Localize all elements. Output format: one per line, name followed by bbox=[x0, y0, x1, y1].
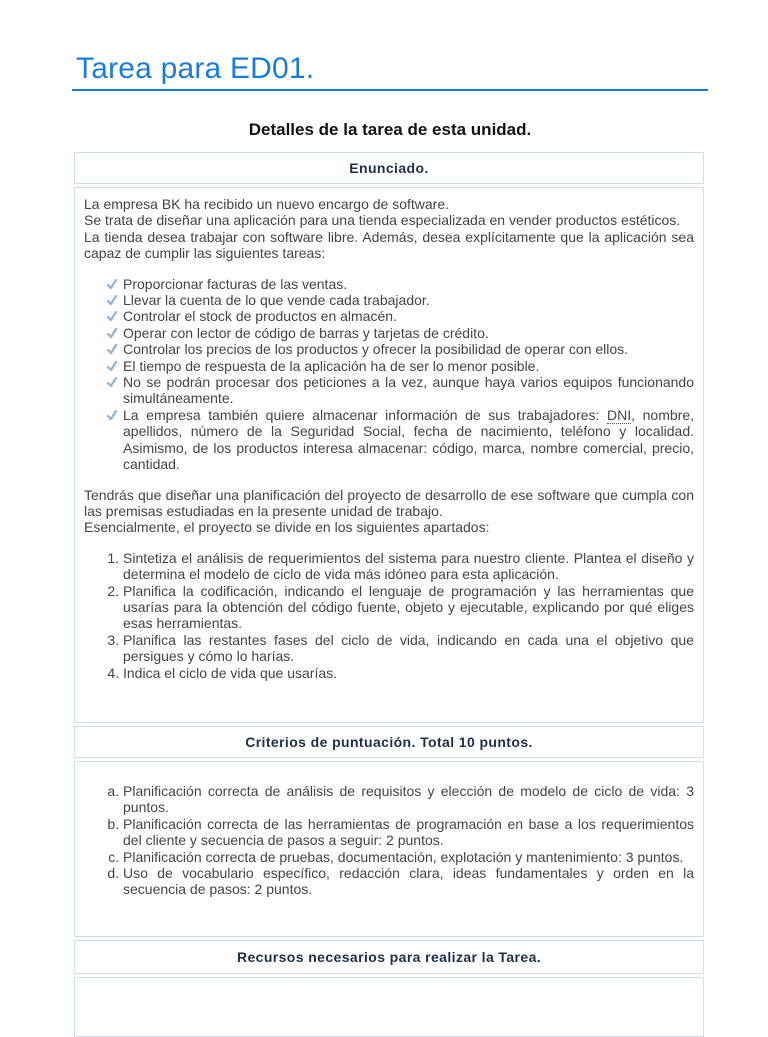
enunciado-body-box bbox=[74, 187, 704, 723]
list-item: 1. Sintetiza el análisis de requerimientos del sistema para nuestro cliente. Plantea el diseño y determina el modelo de ciclo de vida más idóneo para esta aplicación. bbox=[123, 550, 694, 583]
check-icon bbox=[107, 294, 117, 306]
task-text-after: , nombre, apellidos, número de la Seguridad Social, fecha de nacimiento, teléfono y localidad. Asimismo, de los productos interesa almacenar: código, marca, nombre comercial, precio, cantidad. bbox=[123, 406, 695, 473]
outro-paragraph: Esencialmente, el proyecto se divide en los siguientes apartados: bbox=[84, 519, 490, 536]
enunciado-header: Enunciado. bbox=[349, 160, 429, 176]
page-subtitle: Detalles de la tarea de esta unidad. bbox=[248, 120, 532, 139]
criterios-header: Criterios de puntuación. Total 10 puntos. bbox=[245, 734, 533, 750]
task-text: No se podrán procesar dos peticiones a la vez, aunque haya varios equipos funcionando simultáneamente. bbox=[123, 374, 694, 407]
intro-paragraph: La empresa BK ha recibido un nuevo encargo de software. bbox=[84, 196, 450, 212]
recursos-header-box bbox=[74, 940, 704, 974]
check-icon bbox=[107, 343, 117, 355]
check-icon bbox=[107, 376, 117, 388]
list-item: 3. Planifica las restantes fases del ciclo de vida, indicando en cada una el objetivo que persigues y cómo lo harías. bbox=[123, 632, 694, 665]
list-item bbox=[107, 407, 694, 473]
outro-paragraph: Tendrás que diseñar una planificación del proyecto de desarrollo de ese software que cumpla con las premisas estudiadas en la presente unidad de trabajo. bbox=[84, 486, 694, 519]
task-list bbox=[84, 276, 694, 473]
title-divider bbox=[72, 89, 708, 91]
task-text: Proporcionar facturas de las ventas. bbox=[123, 275, 348, 292]
list-item bbox=[107, 276, 694, 292]
enunciado-body bbox=[75, 188, 703, 681]
list-item bbox=[107, 308, 694, 324]
list-item: c. Planificación correcta de pruebas, documentación, explotación y mantenimiento: 3 puntos. bbox=[123, 849, 694, 865]
list-item bbox=[107, 358, 694, 374]
check-icon bbox=[107, 360, 117, 372]
task-text: El tiempo de respuesta de la aplicación ha de ser lo menor posible. bbox=[123, 357, 540, 374]
recursos-body-box bbox=[74, 977, 704, 1037]
task-text: Controlar los precios de los productos y ofrecer la posibilidad de operar con ellos. bbox=[123, 341, 629, 358]
criterios-list bbox=[84, 783, 694, 898]
task-text-before: La empresa también quiere almacenar información de sus trabajadores: bbox=[123, 406, 608, 423]
criterios-body bbox=[75, 762, 703, 898]
list-item bbox=[107, 325, 694, 341]
check-icon bbox=[107, 327, 117, 339]
check-icon bbox=[107, 409, 117, 421]
intro-paragraph: La tienda desea trabajar con software libre. Además, desea explícitamente que la aplicación sea capaz de cumplir las siguientes tareas: bbox=[84, 228, 694, 262]
list-item: a. Planificación correcta de análisis de requisitos y elección de modelo de ciclo de vida: 3 puntos. bbox=[123, 783, 694, 816]
task-text: Controlar el stock de productos en almacén. bbox=[123, 308, 397, 325]
page-title: Tarea para ED01. bbox=[76, 52, 315, 85]
list-item: d. Uso de vocabulario específico, redacción clara, ideas fundamentales y orden en la secuencia de pasos: 2 puntos. bbox=[123, 865, 694, 898]
sections-list bbox=[84, 550, 694, 681]
list-item: 4. Indica el ciclo de vida que usarías. bbox=[123, 665, 694, 681]
enunciado-header-box bbox=[74, 152, 704, 184]
check-icon bbox=[107, 278, 117, 290]
criterios-body-box bbox=[74, 761, 704, 937]
list-item bbox=[107, 374, 694, 407]
list-item: 2. Planifica la codificación, indicando el lenguaje de programación y las herramientas que usarías para la obtención del código fuente, objeto y ejecutable, explicando por qué eliges esas herramientas. bbox=[123, 583, 694, 632]
list-item bbox=[107, 292, 694, 308]
intro-paragraph: Se trata de diseñar una aplicación para una tienda especializada en vender productos estéticos. bbox=[84, 212, 681, 229]
check-icon bbox=[107, 310, 117, 322]
task-text: Operar con lector de código de barras y tarjetas de crédito. bbox=[123, 324, 489, 341]
criterios-header-box bbox=[74, 726, 704, 758]
list-item: b. Planificación correcta de las herramientas de programación en base a los requerimientos del cliente y secuencia de pasos a seguir: 2 puntos. bbox=[123, 816, 694, 849]
dni-abbreviation[interactable]: DNI bbox=[607, 406, 632, 423]
recursos-header: Recursos necesarios para realizar la Tarea. bbox=[236, 949, 542, 965]
task-text: Llevar la cuenta de lo que vende cada trabajador. bbox=[123, 292, 430, 309]
list-item bbox=[107, 341, 694, 357]
